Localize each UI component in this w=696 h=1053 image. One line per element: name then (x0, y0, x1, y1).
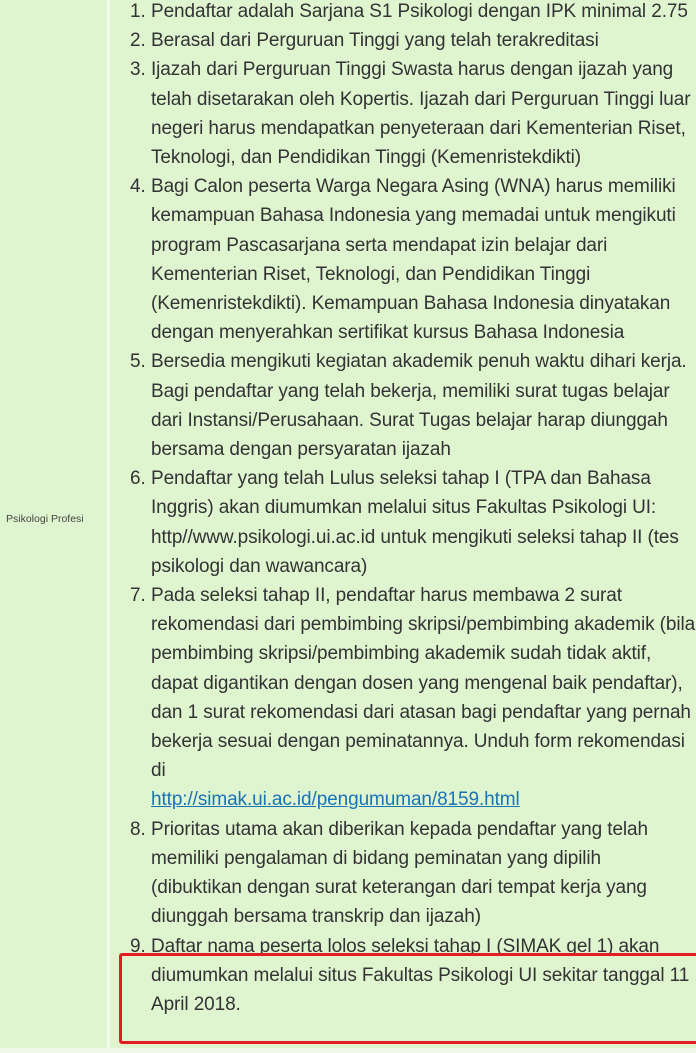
item-number: 6. (130, 468, 146, 490)
item-text: Pendaftar adalah Sarjana S1 Psikologi dengan IPK minimal 2.75 (151, 1, 688, 22)
item-number: 4. (130, 176, 146, 198)
item-text: Prioritas utama akan diberikan kepada pendaftar yang telah memiliki pengalaman di bidang peminatan yang dipilih (dibuktikan dengan surat keterangan dari tempat kerja yang diunggah bersama transkrip dan ijazah) (151, 818, 648, 928)
list-item (130, 581, 696, 815)
requirements-cell (110, 0, 696, 1048)
item-number: 5. (130, 351, 146, 373)
item-text: Ijazah dari Perguruan Tinggi Swasta harus dengan ijazah yang telah disetarakan oleh Kopertis. Ijazah dari Perguruan Tinggi luar negeri harus mendapatkan penyeteraan dari Kementerian Riset, Teknologi, dan Pendidikan Tinggi (Kemenristekdikti) (151, 59, 691, 169)
list-item (130, 464, 696, 581)
item-number: 2. (130, 30, 146, 52)
list-item (130, 347, 696, 464)
list-item (130, 55, 696, 172)
recommendation-form-link[interactable]: http://simak.ui.ac.id/pengumuman/8159.html (151, 789, 520, 811)
item-text: Daftar nama peserta lolos seleksi tahap I (SIMAK gel 1) akan diumumkan melalui situs Fakultas Psikologi UI sekitar tanggal 11 April 2018. (151, 935, 690, 1015)
list-item (130, 26, 696, 55)
item-text: Bersedia mengikuti kegiatan akademik penuh waktu dihari kerja. Bagi pendaftar yang telah bekerja, memiliki surat tugas belajar dari Instansi/Perusahaan. Surat Tugas belajar harap diunggah bersama dengan persyaratan ijazah (151, 351, 687, 461)
item-number: 7. (130, 585, 146, 607)
item-text: Berasal dari Perguruan Tinggi yang telah terakreditasi (151, 30, 599, 52)
item-text: Pada seleksi tahap II, pendaftar harus membawa 2 surat rekomendasi dari pembimbing skripsi/pembimbing akademik (bila pembimbing skripsi/pembimbing akademik sudah tidak aktif, dapat digantikan dengan dosen yang mengenal baik pendaftar), dan 1 surat rekomendasi dari atasan bagi pendaftar yang pernah bekerja sesuai dengan peminatannya. Unduh form rekomendasi di (151, 585, 696, 782)
list-item (130, 172, 696, 347)
item-text: Bagi Calon peserta Warga Negara Asing (WNA) harus memiliki kemampuan Bahasa Indonesia yang memadai untuk mengikuti program Pascasarjana serta mendapat izin belajar dari Kementerian Riset, Teknologi, dan Pendidikan Tinggi (Kemenristekdikti). Kemampuan Bahasa Indonesia dinyatakan dengan menyerahkan sertifikat kursus Bahasa Indonesia (151, 176, 676, 344)
program-name-cell (0, 0, 110, 1048)
requirements-list (130, 0, 696, 1019)
list-item (130, 0, 696, 26)
table-bottom-border (0, 1048, 696, 1053)
item-number: 8. (130, 818, 146, 840)
item-text: Pendaftar yang telah Lulus seleksi tahap I (TPA dan Bahasa Inggris) akan diumumkan melalui situs Fakultas Psikologi UI: http//www.psikologi.ui.ac.id untuk mengikuti seleksi tahap II (tes psikologi dan wawancara) (151, 468, 679, 577)
highlight-box (119, 953, 696, 1044)
program-name-label: Psikologi Profesi (6, 513, 84, 525)
item-number: 9. (130, 935, 146, 957)
item-number: 1. (130, 1, 146, 22)
list-item (130, 815, 696, 932)
item-number: 3. (130, 59, 146, 81)
